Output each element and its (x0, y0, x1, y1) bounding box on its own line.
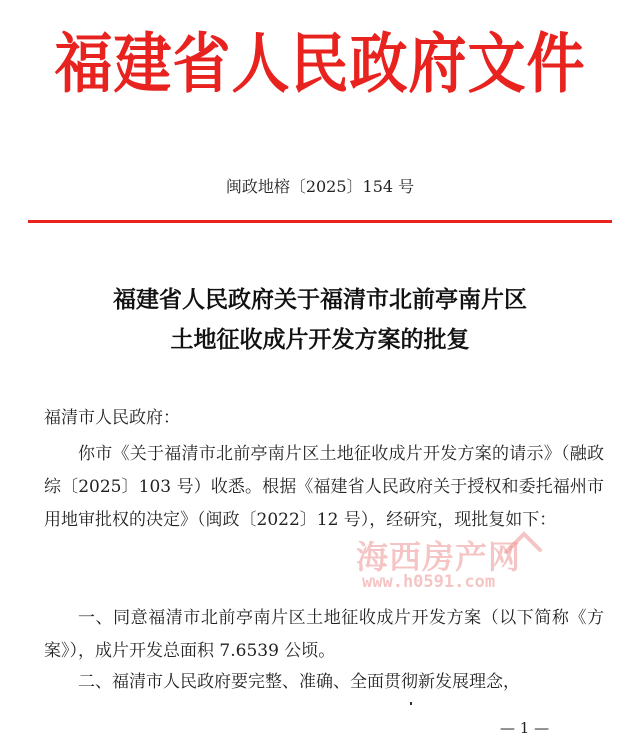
body-paragraph-2-block (44, 602, 604, 668)
issuer-header-title: 福建省人民政府文件 (54, 25, 586, 102)
watermark-url: www.h0591.com (362, 572, 496, 592)
document-title-line-1: 福建省人民政府关于福清市北前亭南片区 (113, 286, 527, 313)
red-separator-rule (28, 220, 612, 223)
body-paragraph-1-block (44, 438, 604, 537)
body-paragraph-2: 一、同意福清市北前亭南片区土地征收成片开发方案（以下简称《方案》），成片开发总面积 7.6539 公顷。 (44, 608, 604, 661)
site-watermark (356, 532, 536, 602)
salutation: 福清市人民政府： (44, 408, 180, 428)
body-paragraph-1: 你市《关于福清市北前亭南片区土地征收成片开发方案的请示》（融政综〔2025〕103 号）收悉。根据《福建省人民政府关于授权和委托福州市用地审批权的决定》（闽政〔2022〕12 号），经研究，现批复如下： (44, 444, 604, 530)
body-paragraph-3-block (44, 666, 604, 699)
stray-ink-mark (410, 702, 412, 705)
document-title-line-2: 土地征收成片开发方案的批复 (170, 326, 470, 353)
document-number: 闽政地榕〔2025〕154 号 (225, 177, 415, 196)
body-paragraph-3: 二、福清市人民政府要完整、准确、全面贯彻新发展理念， (78, 672, 520, 692)
watermark-logo-text: 海西房产网 (356, 538, 522, 576)
page-number: — 1 — (500, 719, 550, 737)
document-title (0, 280, 640, 360)
